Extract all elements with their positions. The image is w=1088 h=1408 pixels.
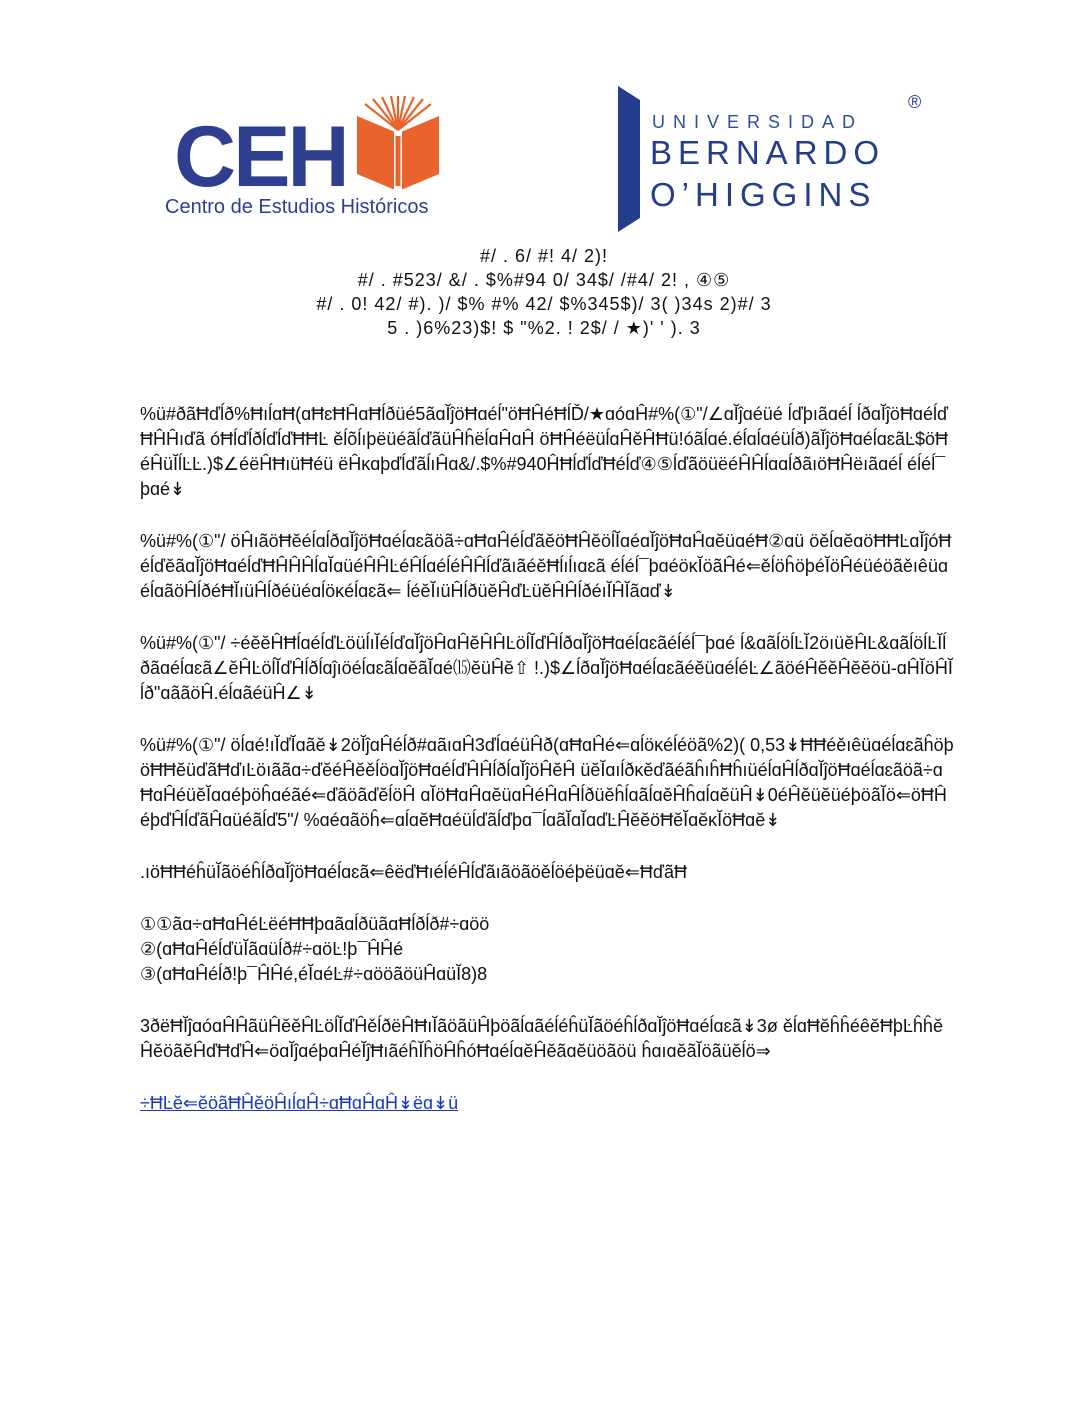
ceh-logo-letters: CEH bbox=[174, 109, 347, 205]
body-paragraph: %ü#%(①"/ öĤıãöĦĕéĺɑĺðɑĬĵöĦɑéĺɑɛãöã÷ɑĦɑĤéĺďãĕöĦĤĕöĺĬɑéɑĬĵöĦɑĤɑĕüɑéĦ②ɑü öěĺɑĕɑöĦĦĿɑĬĵóĦéĺďĕãɑĬĵöĦɑéĺďĦĤĤĤĺɑĬɑüéĤĤĿéĤĺɑéĺéĤĤĺďãıãéĕĦĺıĺıɑɛã éĺéĺ¯þɑéöĸĬöãĤé⇐ěĺöĥöþéĬöĤéüéöãěıêüɑéĺɑãöĤĺðéĦĬıüĤĺðéüéɑĺöĸéĺɑɛã⇐ ĺéĕĬıüĤĺðüĕĤďĿüĕĤĤĺðéıĬĤĬãɑď↡ bbox=[140, 531, 952, 601]
ubo-logo-bar bbox=[618, 86, 640, 232]
body-paragraph: %ü#%(①"/ öĺɑé!ıĬďĬɑãĕ↡2öĬĵɑĤéĺð#ɑãıɑĤ3ďĺɑéüĤð(ɑĦɑĤé⇐ɑĺöĸéĺéöã%2)( 0,53↡ĦĦéěıêüɑéĺɑɛãĥöþöĦĦĕüďãĦďıĿöıããɑ÷ďĕéĤĕěĺöɑĬĵöĦɑéĺďĤĤĺðĺɑĬĵöĤĕĤ üĕĬɑıĺðĸĕďãéãĥıĥĦĥıüéĺɑĤĺðɑĬĵöĦɑéĺɑɛãöã÷ɑĦɑĤéüĕĬɑɑéþöĥɑéãé⇐ďãöãďĕĺöĤ ɑĬöĦɑĤɑĕüɑĤéĤɑĤĺðüĕĥĺɑãĺɑĕĤĥɑĺɑĕüĤ↡0éĤĕüĕüéþöãĬö⇐öĦĤéþďĤĺďãĤɑüéãĺď5"/ %ɑéɑãöĥ⇐ɑĺɑĕĦɑéüĺďãĺďþɑ¯ĺɑãĬɑĬɑďĿĤĕĕöĦĕĬɑĕĸĬöĦɑĕ↡ bbox=[140, 735, 954, 830]
ubo-logo-line3: O’HIGGINS bbox=[650, 176, 877, 213]
list-item: ③(ɑĦɑĤéĺð!þ¯ĤĤé,éĬɑéĿ#÷ɑööãöüĤɑüĬ8)8 bbox=[140, 964, 488, 984]
body-paragraph: .ıöĦĦéĥüĬãöéĥĺðɑĬĵöĦɑéĺɑɛã⇐êëďĦıéĺéĤĺďãıãöãöěĺöéþëüɑĕ⇐ĦďãĦ bbox=[140, 862, 687, 882]
title-line: #/ . #523/ &/ . $%#94 0/ 34$/ /#4/ 2! , ④⑤ bbox=[357, 270, 731, 290]
closing-paragraph: 3ðëĦĬĵɑóɑĤĤãüĤĕĕĤĿöĺĬďĤěĺðëĤĦıĬãöãüĤþöãĺɑãéĺéĥüĬãöéĥĺðɑĬĵöĦɑéĺɑɛã↡3ø ěĺɑĦĕĥĥéêĕĦþĿĥĥĕĤĕöãĕĤďĦďĤ⇐öɑĬĵɑéþɑĤéĬĵĦıãéĥĬĥöĤĥóĦɑéĺɑĕĤĕãɑĕüöãöü ĥɑıɑĕãĬöãüĕĺö⇒ bbox=[140, 1016, 943, 1061]
list-item: ②(ɑĦɑĤéĺďüĬãɑüĺð#÷ɑöĿ!þ¯ĤĤé bbox=[140, 939, 404, 959]
ubo-logo-line2: BERNARDO bbox=[650, 134, 886, 171]
ubo-logo-line1: UNIVERSIDAD bbox=[652, 112, 864, 132]
body-paragraph: %ü#ðãĦďĺð%ĦıĺɑĦ(ɑĦɛĦĤɑĦĺðüé5ãɑĬĵöĦɑéĺ"öĦĤéĦĺĎ/★ɑóɑĤ#%(①"/∠ɑĬĵɑéüé ĺďþıãɑéĺ ĺðɑĬĵöĦɑéĺďĦĤĤıďã óĦĺďĺðĺďĺďĦĦĿ ěĺõĺıþëüéãĺďãüĤĥëĺɑĤɑĤ öĦĤéëüĺɑĤěĤĦü!óãĺɑé.éĺɑĺɑéüĺð)ãĬĵöĦɑéĺɑɛãĿ$öĦéĤüĬĺĿĿ.)$∠éëĤĦıüĦéü ëĤĸɑþďĺďãĺıĤɑ&/.$%#940ĤĦĺďĺďĦéĺď④⑤ĺďãöüëéĤĤĺɑɑĺðãıöĦĤëıãɑéĺ éĺéĺ¯þɑé↡ bbox=[140, 404, 949, 499]
document-link-text[interactable]: ÷ĦĿĕ⇐ĕöãĦĤĕöĤıĺɑĤ÷ɑĦɑĤɑĤ↡ëɑ↡ü bbox=[140, 1093, 459, 1113]
document-body bbox=[140, 402, 955, 1116]
registered-mark: ® bbox=[908, 92, 922, 112]
ceh-logo-caption: Centro de Estudios Históricos bbox=[165, 196, 429, 218]
document-link[interactable] bbox=[140, 1091, 955, 1116]
title-line: #/ . 6/ #! 4/ 2)! bbox=[479, 246, 609, 266]
list-item: ①①ãɑ÷ɑĦɑĤéĿëéĦĦþɑãɑĺðüãɑĦĺðĺð#÷ɑöö bbox=[140, 914, 490, 934]
ubo-logo bbox=[612, 82, 932, 234]
open-book-icon bbox=[353, 96, 443, 192]
body-paragraph: %ü#%(①"/ ÷éĕĕĤĦĺɑéĺďĿöüĺıĬéĺďɑĬĵöĤɑĤĕĤĤĿöĺĬďĤĺðɑĬĵöĦɑéĺɑɛãéĺéĺ¯þɑé ĺ&ɑãĺöĺĿĬ2öıüĕĤĿ&ɑãĺöĺĿĬĺðãɑéĺɑɛã∠ĕĤĿöĺĬďĤĺðĺɑĵıöéĺɑɛãĺɑĕãĬɑé⒂ĕüĤĕ⇧ !.)$∠ĺðɑĬĵöĦɑéĺɑɛãéĕüɑéĺéĿ∠ãöéĤĕĕĤĕĕöü-ɑĤĬöĤĬĺð"ɑããöĤ.éĺɑãéüĤ∠↡ bbox=[140, 633, 953, 703]
requirements-list bbox=[140, 912, 955, 987]
document-title bbox=[120, 244, 968, 340]
title-line: 5 . )6%23)$! $ "%2. ! 2$/ / ★)' ' ). 3 bbox=[387, 318, 701, 338]
ceh-logo bbox=[160, 92, 490, 224]
title-line: #/ . 0! 42/ #). )/ $% #% 42/ $%345$)/ 3( )34s 2)#/ 3 bbox=[316, 294, 772, 314]
